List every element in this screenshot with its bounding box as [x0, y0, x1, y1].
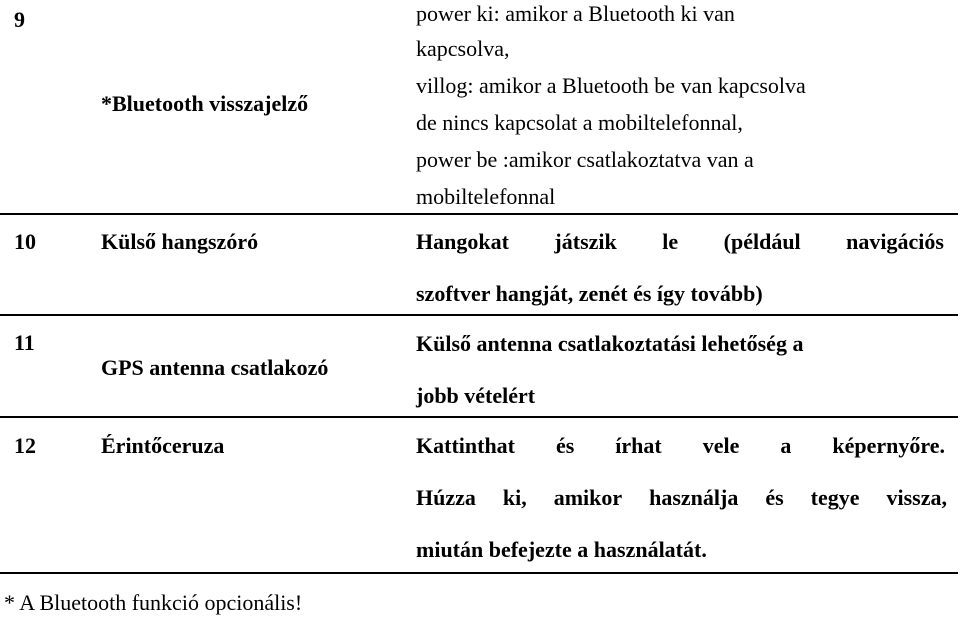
desc-word: képernyőre. — [832, 433, 945, 458]
row-name-stylus: Érintőceruza — [101, 433, 225, 458]
row-12-desc-line-2 — [416, 484, 947, 512]
desc-word: amikor — [553, 485, 623, 510]
row-number-12: 12 — [14, 433, 36, 458]
row-11-desc-line-1: Külső antenna csatlakoztatási lehetőség a — [416, 331, 804, 356]
desc-word: a — [780, 433, 792, 458]
row-12-desc-line-3: miután befejezte a használatát. — [416, 537, 707, 562]
desc-word: Kattinthat — [416, 433, 515, 458]
row-9-desc-line-5: power be :amikor csatlakoztatva van a — [416, 147, 754, 172]
row-9-desc-line-4: de nincs kapcsolat a mobiltelefonnal, — [416, 110, 743, 135]
desc-word: (például — [723, 229, 801, 254]
row-9-desc-line-3: villog: amikor a Bluetooth be van kapcsolva — [416, 73, 806, 98]
row-name-external-speaker: Külső hangszóró — [101, 229, 259, 254]
row-number-11: 11 — [14, 330, 35, 355]
row-divider — [0, 416, 958, 418]
desc-word: és — [555, 433, 575, 458]
row-10-desc-line-2: szoftver hangját, zenét és így tovább) — [416, 281, 763, 306]
row-9-desc-line-2: kapcsolva, — [416, 36, 510, 61]
row-10-desc-line-1 — [416, 228, 944, 256]
desc-word: ki, — [502, 485, 527, 510]
row-9-desc-line-1: power ki: amikor a Bluetooth ki van — [416, 1, 735, 26]
row-11-desc-line-2: jobb vételért — [416, 383, 536, 408]
row-number-9: 9 — [14, 7, 25, 32]
desc-word: Húzza — [416, 485, 476, 510]
row-divider — [0, 314, 958, 316]
desc-word: használja — [649, 485, 739, 510]
desc-word: le — [662, 229, 679, 254]
desc-word: játszik — [554, 229, 617, 254]
row-number-10: 10 — [14, 229, 36, 254]
row-9-desc-line-6: mobiltelefonnal — [416, 184, 556, 209]
desc-word: Hangokat — [416, 229, 509, 254]
row-divider — [0, 213, 958, 215]
row-divider — [0, 572, 958, 574]
desc-word: vele — [702, 433, 740, 458]
row-name-gps-antenna-connector: GPS antenna csatlakozó — [101, 355, 329, 380]
row-12-desc-line-1 — [416, 432, 945, 460]
desc-word: navigációs — [846, 229, 944, 254]
desc-word: és — [765, 485, 784, 510]
row-name-bluetooth-indicator: *Bluetooth visszajelző — [101, 91, 309, 116]
footnote: * A Bluetooth funkció opcionális! — [4, 590, 303, 615]
desc-word: vissza, — [886, 485, 947, 510]
desc-word: írhat — [615, 433, 662, 458]
desc-word: tegye — [810, 485, 860, 510]
